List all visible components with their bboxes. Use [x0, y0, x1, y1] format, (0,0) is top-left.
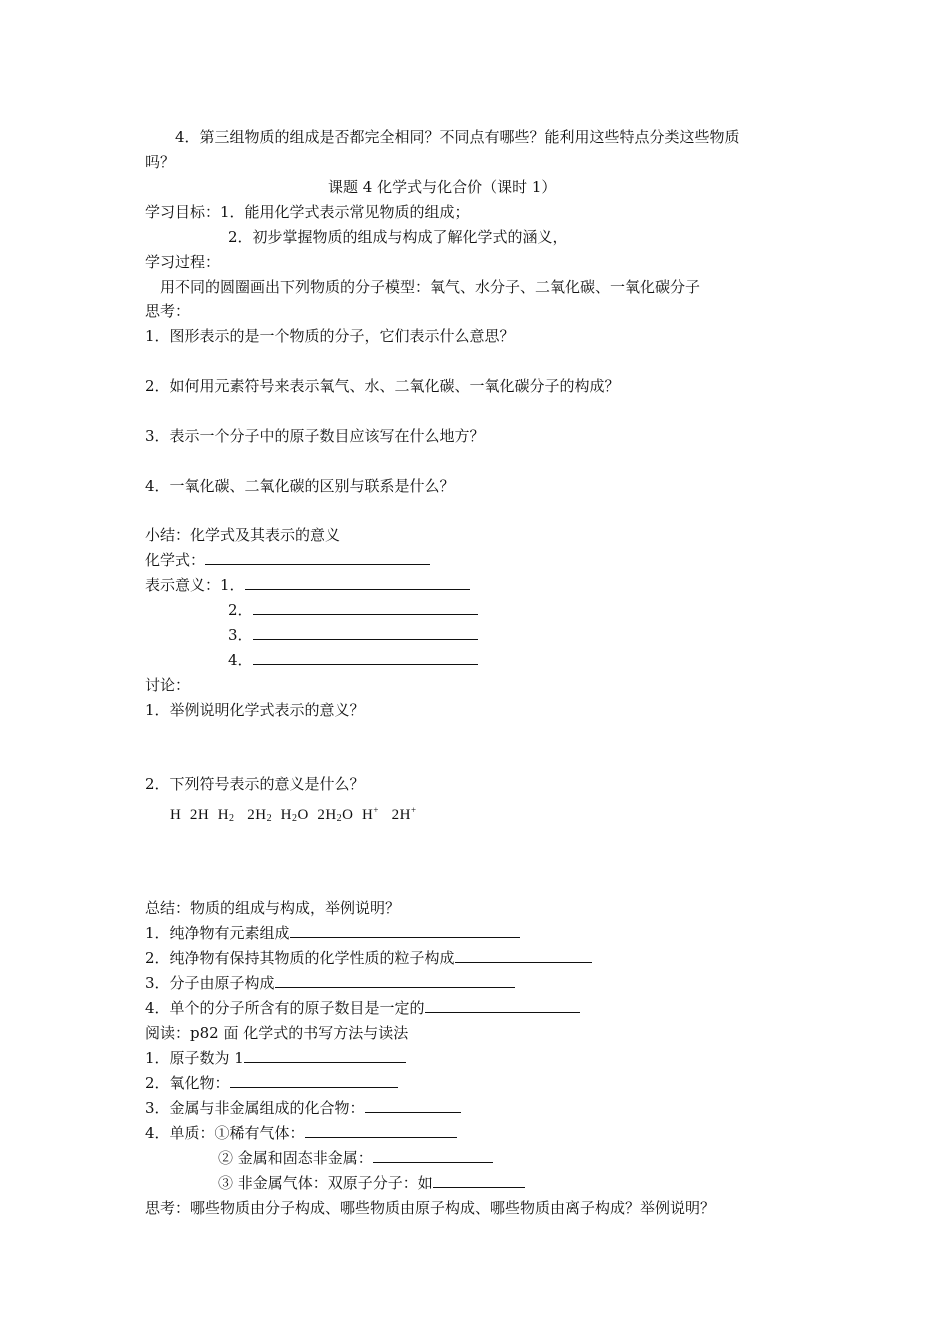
symbol-H: H: [170, 807, 182, 823]
reading-row-4c: ③ 非金属气体：双原子分子：如: [218, 1173, 525, 1193]
think-question-4: 4．一氧化碳、二氧化碳的区别与联系是什么？: [145, 477, 455, 495]
meaning-blank-1[interactable]: [245, 575, 470, 590]
think-question-2: 2．如何用元素符号来表示氧气、水、二氧化碳、一氧化碳分子的构成？: [145, 377, 620, 395]
reading-row-2: 2．氧化物：: [145, 1073, 398, 1093]
conclusion-blank-1[interactable]: [290, 923, 520, 938]
symbol-2H: 2H: [189, 807, 210, 823]
summary-title: 小结：化学式及其表示的意义: [145, 526, 341, 544]
symbol-H2: $H_2$: [217, 807, 235, 824]
reading-row-1: 1．原子数为 1: [145, 1048, 406, 1068]
discussion-question-2: 2．下列符号表示的意义是什么？: [145, 775, 365, 793]
meaning-row-4: [228, 650, 478, 670]
meaning-row-2: [228, 600, 478, 620]
reading-blank-3[interactable]: [365, 1098, 461, 1113]
meaning-number-1: 1．: [220, 576, 245, 594]
meaning-row-3: [228, 625, 478, 645]
reading-blank-4c[interactable]: [433, 1173, 525, 1188]
meaning-number-4: 4．: [228, 651, 253, 669]
meaning-number-3: 3．: [228, 626, 253, 644]
reading-blank-4[interactable]: [305, 1123, 457, 1138]
symbol-H2O: $H_2O$: [280, 807, 309, 824]
meaning-row-1: [145, 575, 470, 595]
meaning-blank-4[interactable]: [253, 650, 478, 665]
meaning-number-2: 2．: [228, 601, 253, 619]
objectives-row-1: [145, 202, 470, 222]
chemical-symbols-row: [170, 800, 417, 824]
reading-blank-2[interactable]: [230, 1073, 398, 1088]
symbol-2H2O: $2H_2O$: [317, 807, 354, 824]
objective-1: 1．能用化学式表示常见物质的组成；: [220, 203, 470, 221]
conclusion-blank-3[interactable]: [275, 973, 515, 988]
lesson-title: 课题 4 化学式与化合价（课时 1）: [328, 178, 557, 196]
objectives-label: 学习目标：: [145, 203, 221, 221]
conclusion-row-3: 3．分子由原子构成: [145, 973, 515, 993]
reading-blank-4b[interactable]: [373, 1148, 493, 1163]
discussion-question-1: 1．举例说明化学式表示的意义？: [145, 701, 365, 719]
conclusion-blank-2[interactable]: [455, 948, 592, 963]
think-label: 思考：: [145, 302, 191, 320]
reading-row-4: 4．单质：①稀有气体：: [145, 1123, 457, 1143]
intro-question-4-line2: 吗？: [145, 153, 176, 171]
process-label: 学习过程：: [145, 253, 221, 271]
conclusion-title: 总结：物质的组成与构成，举例说明？: [145, 899, 401, 917]
reading-row-4b: ② 金属和固态非金属：: [218, 1148, 493, 1168]
think-question-3: 3．表示一个分子中的原子数目应该写在什么地方？: [145, 427, 485, 445]
formula-row: [145, 550, 430, 570]
meaning-blank-3[interactable]: [253, 625, 478, 640]
think-question-1: 1．图形表示的是一个物质的分子，它们表示什么意思？: [145, 327, 515, 345]
formula-label: 化学式：: [145, 551, 206, 569]
formula-blank[interactable]: [205, 550, 430, 565]
process-task: 用不同的圆圈画出下列物质的分子模型：氧气、水分子、二氧化碳、一氧化碳分子: [160, 278, 701, 296]
symbol-H-plus: H+: [362, 805, 379, 823]
symbol-2H-plus: 2H+: [391, 805, 417, 823]
symbol-2H2: $2H_2$: [247, 807, 273, 824]
objective-2: 2．初步掌握物质的组成与构成了解化学式的涵义，: [228, 228, 568, 246]
discussion-label: 讨论：: [145, 676, 191, 694]
reading-row-3: 3．金属与非金属组成的化合物：: [145, 1098, 461, 1118]
reading-title: 阅读：p82 面 化学式的书写方法与读法: [145, 1024, 409, 1042]
conclusion-blank-4[interactable]: [425, 998, 580, 1013]
conclusion-row-1: 1．纯净物有元素组成: [145, 923, 520, 943]
conclusion-row-2: 2．纯净物有保持其物质的化学性质的粒子构成: [145, 948, 592, 968]
conclusion-row-4: 4．单个的分子所含有的原子数目是一定的: [145, 998, 580, 1018]
final-think-question: 思考：哪些物质由分子构成、哪些物质由原子构成、哪些物质由离子构成？举例说明？: [145, 1199, 716, 1217]
intro-question-4-line1: 4．第三组物质的组成是否都完全相同？不同点有哪些？能利用这些特点分类这些物质: [175, 128, 740, 146]
reading-blank-1[interactable]: [244, 1048, 406, 1063]
meaning-blank-2[interactable]: [253, 600, 478, 615]
meaning-label: 表示意义：: [145, 576, 221, 594]
